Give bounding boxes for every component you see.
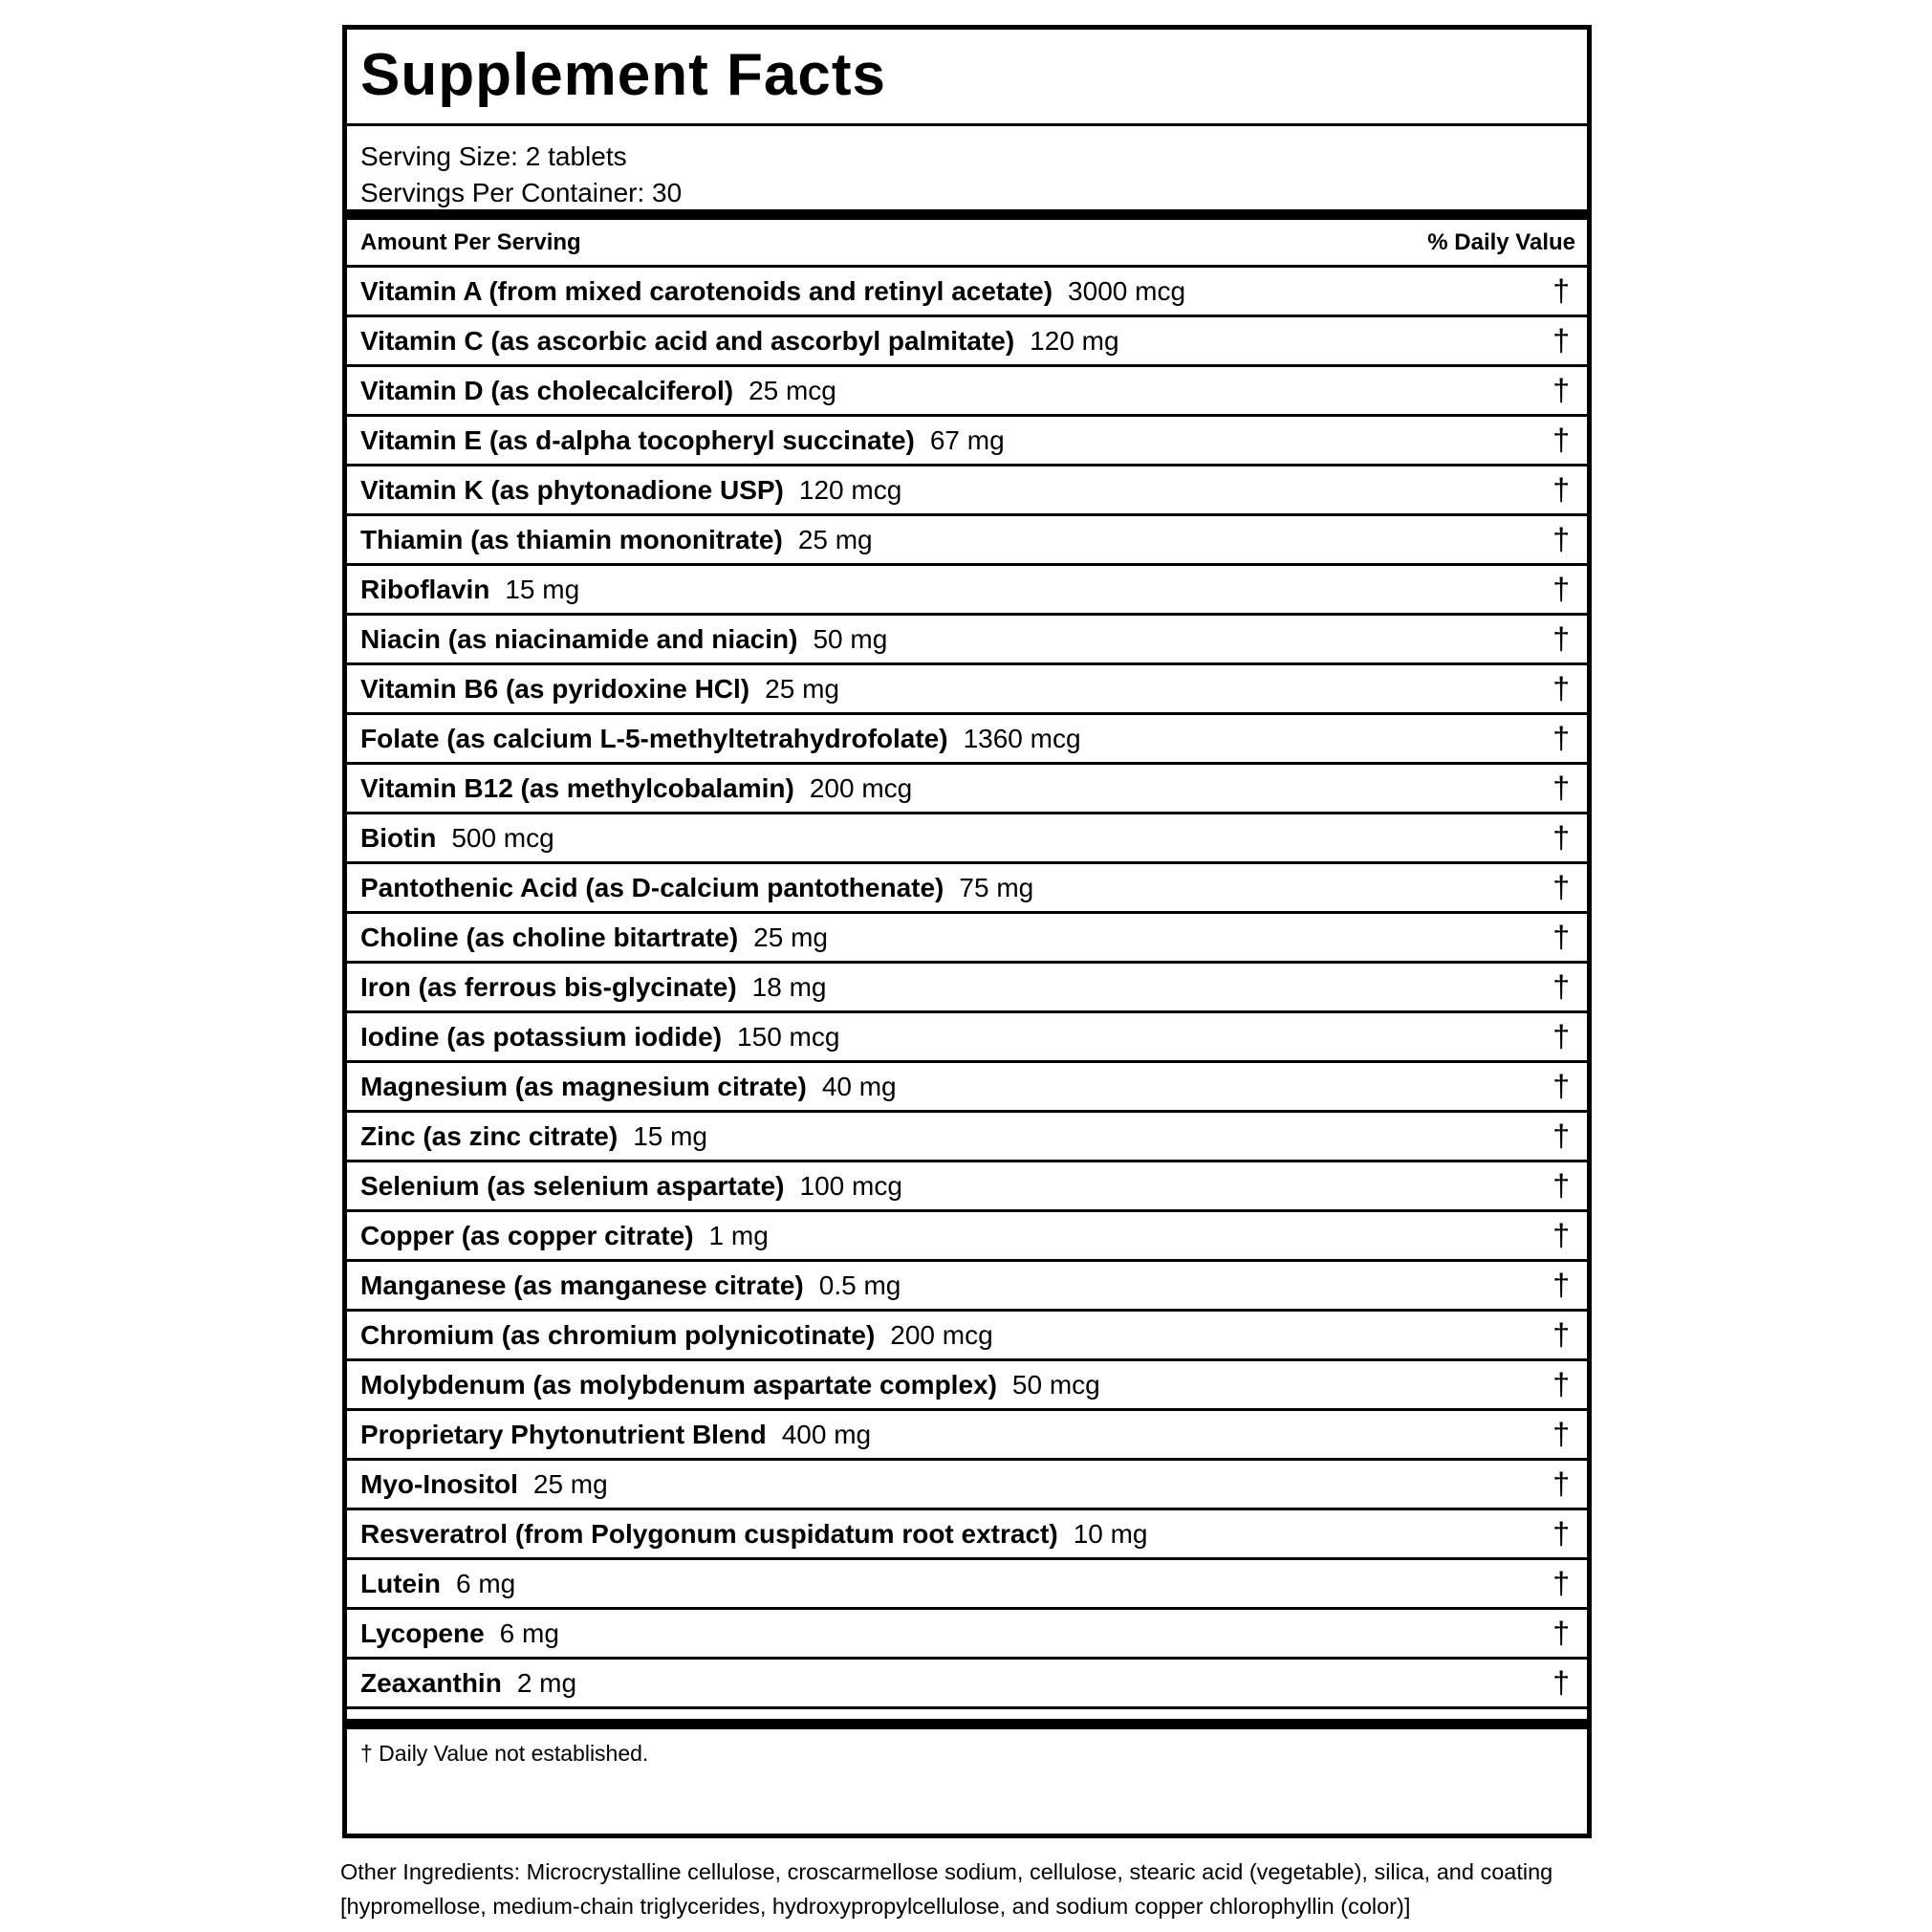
nutrient-label <box>360 1221 769 1251</box>
nutrient-amount: 1 mg <box>708 1220 769 1250</box>
nutrient-amount: 150 mcg <box>737 1021 840 1052</box>
footnote: † Daily Value not established. <box>360 1741 649 1766</box>
nutrient-name: Vitamin B12 (as methylcobalamin) <box>360 772 794 803</box>
nutrient-name: Lycopene <box>360 1617 485 1648</box>
daily-value: † <box>1552 671 1570 706</box>
nutrient-label <box>360 1469 608 1500</box>
nutrient-amount: 15 mg <box>505 574 580 604</box>
nutrient-row <box>347 417 1587 467</box>
nutrient-row <box>347 1262 1587 1312</box>
nutrient-label <box>360 674 839 705</box>
nutrient-row <box>347 467 1587 516</box>
thick-divider <box>347 1719 1587 1729</box>
nutrient-name: Iodine (as potassium iodide) <box>360 1021 723 1052</box>
nutrient-label <box>360 276 1185 307</box>
nutrient-amount: 2 mg <box>516 1667 577 1698</box>
daily-value: † <box>1552 920 1570 954</box>
amount-per-serving-header: Amount Per Serving <box>360 228 581 255</box>
nutrient-amount: 120 mcg <box>798 474 902 505</box>
nutrient-label <box>360 1320 993 1351</box>
nutrient-row <box>347 1660 1587 1709</box>
nutrient-name: Zinc (as zinc citrate) <box>360 1120 619 1151</box>
nutrient-row <box>347 367 1587 417</box>
nutrient-name: Vitamin B6 (as pyridoxine HCl) <box>360 673 750 704</box>
daily-value: † <box>1552 472 1570 507</box>
nutrient-amount: 10 mg <box>1073 1518 1148 1549</box>
nutrient-amount: 50 mg <box>813 623 888 654</box>
daily-value: † <box>1552 1218 1570 1252</box>
nutrient-label <box>360 1270 901 1301</box>
nutrient-row <box>347 1411 1587 1461</box>
nutrient-name: Proprietary Phytonutrient Blend <box>360 1419 767 1449</box>
nutrient-label <box>360 873 1033 903</box>
nutrient-row <box>347 1610 1587 1660</box>
nutrient-amount: 6 mg <box>456 1568 516 1598</box>
nutrient-amount: 25 mg <box>532 1468 608 1499</box>
nutrient-amount: 500 mcg <box>451 822 554 853</box>
nutrient-label <box>360 525 873 555</box>
daily-value: † <box>1552 1665 1570 1700</box>
daily-value: † <box>1552 1019 1570 1053</box>
nutrient-label <box>360 1668 576 1699</box>
nutrient-row <box>347 516 1587 566</box>
nutrient-name: Folate (as calcium L-5-methyltetrahydrofolate) <box>360 723 948 753</box>
daily-value: † <box>1552 721 1570 755</box>
daily-value: † <box>1552 373 1570 407</box>
nutrient-row <box>347 317 1587 367</box>
nutrient-name: Vitamin D (as cholecalciferol) <box>360 375 734 405</box>
nutrient-row <box>347 1560 1587 1610</box>
nutrient-label <box>360 475 901 506</box>
nutrient-amount: 200 mcg <box>809 772 913 803</box>
daily-value: † <box>1552 621 1570 656</box>
daily-value: † <box>1552 273 1570 308</box>
nutrient-name: Lutein <box>360 1568 441 1598</box>
other-ingredients <box>340 1855 1612 1923</box>
nutrient-name: Vitamin A (from mixed carotenoids and retinyl acetate) <box>360 275 1053 306</box>
daily-value: † <box>1552 1516 1570 1551</box>
nutrient-name: Pantothenic Acid (as D-calcium pantothenate) <box>360 872 944 902</box>
daily-value: † <box>1552 1417 1570 1451</box>
nutrient-name: Iron (as ferrous bis-glycinate) <box>360 971 737 1002</box>
panel-title: Supplement Facts <box>347 30 1587 126</box>
nutrient-label <box>360 575 579 605</box>
nutrient-label <box>360 1370 1100 1400</box>
nutrient-label <box>360 624 887 655</box>
nutrient-row <box>347 765 1587 814</box>
nutrient-name: Chromium (as chromium polynicotinate) <box>360 1319 876 1350</box>
nutrient-label <box>360 923 828 953</box>
other-ingredients-line: Other Ingredients: Microcrystalline cellulose, croscarmellose sodium, cellulose, stearic acid (vegetable), silica, and coating <box>340 1859 1553 1884</box>
nutrient-amount: 1360 mcg <box>963 723 1081 753</box>
nutrient-amount: 400 mg <box>781 1419 872 1449</box>
nutrient-amount: 25 mg <box>797 524 873 554</box>
daily-value: † <box>1552 1616 1570 1650</box>
nutrient-label <box>360 1121 707 1152</box>
daily-value: † <box>1552 572 1570 606</box>
nutrient-amount: 25 mg <box>765 673 839 704</box>
nutrient-amount: 50 mcg <box>1011 1369 1100 1400</box>
nutrient-label <box>360 1618 559 1649</box>
daily-value: † <box>1552 522 1570 556</box>
daily-value: † <box>1552 1268 1570 1302</box>
nutrient-row <box>347 864 1587 914</box>
nutrient-label <box>360 1171 902 1202</box>
nutrient-name: Resveratrol (from Polygonum cuspidatum root extract) <box>360 1518 1058 1549</box>
nutrient-row <box>347 1510 1587 1560</box>
nutrient-amount: 40 mg <box>821 1071 897 1101</box>
serving-size: Serving Size: 2 tablets <box>360 141 627 171</box>
nutrient-amount: 120 mg <box>1030 325 1119 356</box>
nutrient-row <box>347 914 1587 964</box>
daily-value: † <box>1552 1069 1570 1103</box>
daily-value: † <box>1552 870 1570 904</box>
nutrient-label <box>360 972 826 1003</box>
nutrient-row <box>347 616 1587 665</box>
daily-value-header: % Daily Value <box>1427 228 1575 255</box>
nutrient-label <box>360 326 1119 357</box>
nutrient-row <box>347 1063 1587 1113</box>
nutrient-name: Vitamin K (as phytonadione USP) <box>360 474 784 505</box>
nutrient-amount: 18 mg <box>751 971 827 1002</box>
nutrient-row <box>347 715 1587 765</box>
daily-value: † <box>1552 771 1570 805</box>
daily-value: † <box>1552 423 1570 457</box>
daily-value: † <box>1552 1118 1570 1153</box>
nutrient-name: Vitamin C (as ascorbic acid and ascorbyl palmitate) <box>360 325 1015 356</box>
servings-per-container: Servings Per Container: 30 <box>360 178 683 207</box>
nutrient-name: Choline (as choline bitartrate) <box>360 922 739 952</box>
daily-value: † <box>1552 1367 1570 1401</box>
supplement-facts-panel <box>342 25 1592 1838</box>
nutrient-label <box>360 724 1081 754</box>
nutrient-row <box>347 1212 1587 1262</box>
serving-info <box>347 126 1587 220</box>
nutrient-name: Manganese (as manganese citrate) <box>360 1270 804 1300</box>
nutrient-name: Selenium (as selenium aspartate) <box>360 1170 785 1201</box>
nutrient-row <box>347 1461 1587 1510</box>
daily-value: † <box>1552 1466 1570 1501</box>
nutrient-amount: 3000 mcg <box>1068 275 1186 306</box>
nutrient-name: Niacin (as niacinamide and niacin) <box>360 623 798 654</box>
nutrient-list <box>347 268 1587 1709</box>
nutrient-amount: 67 mg <box>929 424 1005 455</box>
daily-value: † <box>1552 1317 1570 1352</box>
nutrient-name: Riboflavin <box>360 574 490 604</box>
nutrient-label <box>360 1569 515 1599</box>
nutrient-amount: 75 mg <box>959 872 1034 902</box>
nutrient-row <box>347 566 1587 616</box>
other-ingredients-line: [hypromellose, medium-chain triglycerides, hydroxypropylcellulose, and sodium copper chlorophyllin (color)] <box>340 1894 1411 1919</box>
nutrient-amount: 200 mcg <box>890 1319 993 1350</box>
nutrient-label <box>360 773 912 804</box>
nutrient-label <box>360 1519 1148 1550</box>
nutrient-row <box>347 964 1587 1013</box>
nutrient-amount: 6 mg <box>499 1617 559 1648</box>
nutrient-name: Copper (as copper citrate) <box>360 1220 694 1250</box>
nutrient-label <box>360 1022 839 1053</box>
daily-value: † <box>1552 969 1570 1004</box>
nutrient-amount: 100 mcg <box>799 1170 902 1201</box>
nutrient-amount: 0.5 mg <box>818 1270 901 1300</box>
nutrient-row <box>347 1162 1587 1212</box>
nutrient-label <box>360 425 1005 456</box>
nutrient-name: Thiamin (as thiamin mononitrate) <box>360 524 783 554</box>
nutrient-row <box>347 268 1587 317</box>
nutrient-amount: 25 mg <box>753 922 828 952</box>
nutrient-name: Molybdenum (as molybdenum aspartate complex) <box>360 1369 997 1400</box>
nutrient-label <box>360 1072 897 1102</box>
daily-value: † <box>1552 820 1570 855</box>
nutrient-name: Zeaxanthin <box>360 1667 502 1698</box>
nutrient-row <box>347 1013 1587 1063</box>
nutrient-amount: 15 mg <box>633 1120 708 1151</box>
nutrient-name: Biotin <box>360 822 437 853</box>
nutrient-label <box>360 1420 871 1450</box>
daily-value: † <box>1552 323 1570 358</box>
nutrient-row <box>347 1312 1587 1361</box>
nutrient-row <box>347 1361 1587 1411</box>
daily-value: † <box>1552 1168 1570 1203</box>
nutrient-row <box>347 665 1587 715</box>
nutrient-label <box>360 376 836 406</box>
daily-value: † <box>1552 1566 1570 1600</box>
nutrient-label <box>360 823 554 854</box>
nutrient-name: Magnesium (as magnesium citrate) <box>360 1071 807 1101</box>
nutrient-name: Vitamin E (as d-alpha tocopheryl succinate) <box>360 424 915 455</box>
nutrient-row <box>347 1113 1587 1162</box>
nutrient-row <box>347 814 1587 864</box>
column-header <box>347 220 1587 268</box>
nutrient-amount: 25 mcg <box>749 375 836 405</box>
nutrient-name: Myo-Inositol <box>360 1468 518 1499</box>
